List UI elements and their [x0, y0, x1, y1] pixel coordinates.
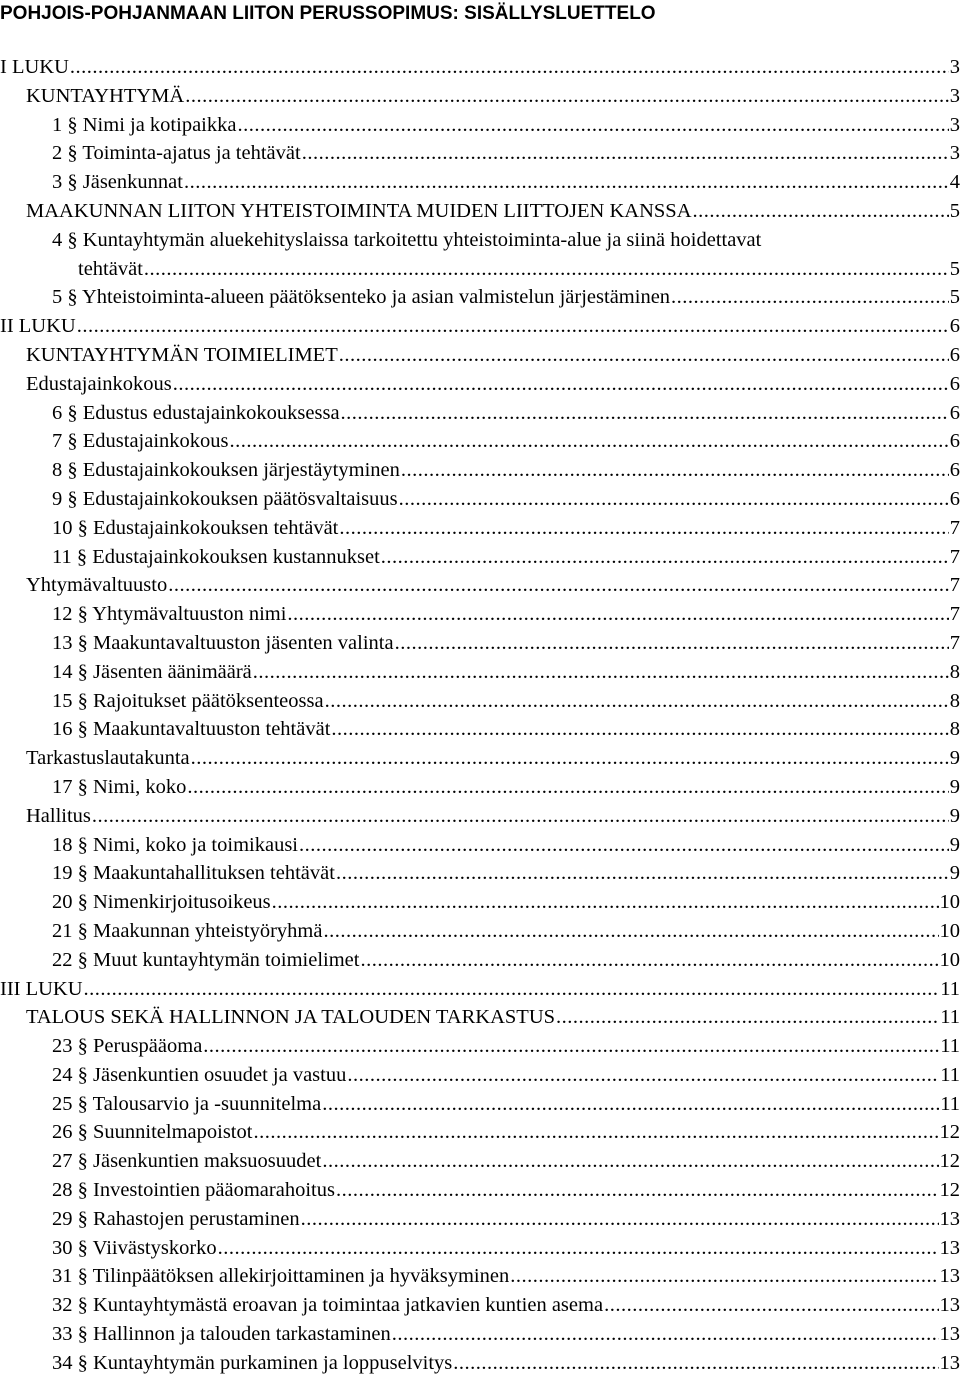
toc-page-number: 10 — [939, 891, 960, 914]
dot-leader — [399, 485, 949, 514]
toc-page-number: 11 — [940, 1063, 960, 1086]
dot-leader — [381, 543, 949, 572]
dot-leader — [218, 1234, 939, 1263]
toc-entry[interactable] — [0, 802, 960, 831]
dot-leader — [510, 1262, 938, 1291]
toc-entry-text: 22 § Muut kuntayhtymän toimielimet — [52, 948, 360, 971]
toc-entry[interactable] — [0, 859, 960, 888]
dot-leader — [287, 600, 948, 629]
toc-entry-text: 9 § Edustajainkokouksen päätösvaltaisuus — [52, 487, 398, 510]
toc-entry[interactable] — [0, 1090, 960, 1119]
toc-entry-text: 7 § Edustajainkokous — [52, 430, 229, 453]
toc-entry-text: Hallitus — [26, 804, 91, 827]
toc-entry-text: 33 § Hallinnon ja talouden tarkastaminen — [52, 1323, 391, 1346]
toc-entry-text: 32 § Kuntayhtymästä eroavan ja toimintaa jatkavien kuntien asema — [52, 1294, 604, 1317]
toc-page-number: 3 — [949, 113, 960, 136]
toc-entry-text: 12 § Yhtymävaltuuston nimi — [52, 603, 287, 626]
toc-page-number: 6 — [949, 372, 960, 395]
toc-entry[interactable] — [0, 773, 960, 802]
toc-entry-text: 28 § Investointien pääomarahoitus — [52, 1179, 335, 1202]
toc-entry-text: 24 § Jäsenkuntien osuudet ja vastuu — [52, 1063, 347, 1086]
dot-leader — [84, 975, 940, 1004]
toc-page-number: 12 — [939, 1179, 960, 1202]
toc-entry-text: 30 § Viivästyskorko — [52, 1236, 217, 1259]
toc-entry-text: Yhtymävaltuusto — [26, 574, 168, 597]
toc-entry-text: 1 § Nimi ja kotipaikka — [52, 113, 237, 136]
toc-entry[interactable] — [0, 715, 960, 744]
toc-entry-text: 25 § Talousarvio ja -suunnitelma — [52, 1092, 322, 1115]
toc-entry-text: III LUKU — [0, 977, 83, 1000]
toc-entry-text: 6 § Edustus edustajainkokouksessa — [52, 401, 340, 424]
toc-page-number: 11 — [940, 1092, 960, 1115]
toc-entry-text: 4 § Kuntayhtymän aluekehityslaissa tarkoitettu yhteistoiminta-alue ja siinä hoidettavat — [52, 228, 762, 251]
toc-entry[interactable] — [0, 1262, 960, 1291]
toc-entry[interactable] — [0, 888, 960, 917]
dot-leader — [401, 456, 949, 485]
toc-entry[interactable] — [0, 1349, 960, 1378]
toc-entry[interactable] — [0, 111, 960, 140]
dot-leader — [341, 399, 949, 428]
toc-entry[interactable] — [0, 629, 960, 658]
dot-leader — [360, 946, 938, 975]
dot-leader — [77, 312, 949, 341]
toc-page-number: 9 — [949, 833, 960, 856]
toc-entry[interactable] — [0, 571, 960, 600]
toc-page-number: 6 — [949, 343, 960, 366]
toc-entry-text: 31 § Tilinpäätöksen allekirjoittaminen ja hyväksyminen — [52, 1265, 510, 1288]
toc-page-number: 12 — [939, 1121, 960, 1144]
dot-leader — [693, 197, 949, 226]
dot-leader — [230, 427, 949, 456]
dot-leader — [392, 1320, 939, 1349]
toc-entry[interactable] — [0, 1032, 960, 1061]
toc-entry-text: 26 § Suunnitelmapoistot — [52, 1121, 253, 1144]
toc-entry[interactable] — [0, 658, 960, 687]
toc-page-number: 7 — [949, 603, 960, 626]
toc-entry[interactable] — [0, 197, 960, 226]
toc-page-number: 9 — [949, 862, 960, 885]
toc-page-number: 3 — [949, 142, 960, 165]
toc-entry-text: 13 § Maakuntavaltuuston jäsenten valinta — [52, 631, 394, 654]
toc-entry[interactable] — [0, 543, 960, 572]
toc-entry-text: 5 § Yhteistoiminta-alueen päätöksenteko ja asian valmistelun järjestäminen — [52, 286, 671, 309]
toc-page-number: 7 — [949, 516, 960, 539]
dot-leader — [453, 1349, 938, 1378]
toc-page-number: 13 — [939, 1294, 960, 1317]
toc-page-number: 10 — [939, 919, 960, 942]
dot-leader — [322, 1147, 938, 1176]
toc-page-number: 8 — [949, 718, 960, 741]
toc-entry-text: MAAKUNNAN LIITON YHTEISTOIMINTA MUIDEN LIITTOJEN KANSSA — [26, 199, 692, 222]
toc-entry[interactable] — [0, 744, 960, 773]
toc-entry-text: 18 § Nimi, koko ja toimikausi — [52, 833, 298, 856]
toc-entry[interactable] — [0, 1176, 960, 1205]
toc-entry[interactable] — [0, 399, 960, 428]
dot-leader — [604, 1291, 938, 1320]
toc-page-number: 12 — [939, 1150, 960, 1173]
toc-entry[interactable] — [0, 1320, 960, 1349]
toc-page-number: 7 — [949, 574, 960, 597]
dot-leader — [70, 53, 949, 82]
toc-entry-text: 14 § Jäsenten äänimäärä — [52, 660, 252, 683]
toc-page-number: 6 — [949, 315, 960, 338]
toc-entry-text: KUNTAYHTYMÄN TOIMIELIMET — [26, 343, 338, 366]
dot-leader — [253, 658, 949, 687]
toc-page-number: 5 — [949, 199, 960, 222]
toc-entry[interactable] — [0, 1147, 960, 1176]
toc-entry[interactable] — [0, 283, 960, 312]
toc-page-number: 6 — [949, 487, 960, 510]
toc-entry[interactable] — [0, 946, 960, 975]
toc-entry-text: 34 § Kuntayhtymän purkaminen ja loppuselvitys — [52, 1351, 453, 1374]
toc-page-number: 13 — [939, 1236, 960, 1259]
toc-entry[interactable] — [0, 1234, 960, 1263]
toc-page-number: 5 — [949, 257, 960, 280]
toc-entry[interactable] — [0, 1061, 960, 1090]
dot-leader — [556, 1003, 939, 1032]
toc-entry-text: Edustajainkokous — [26, 372, 172, 395]
dot-leader — [339, 514, 948, 543]
toc-page-number: 11 — [940, 1006, 960, 1029]
toc-entry-text: 27 § Jäsenkuntien maksuosuudet — [52, 1150, 322, 1173]
toc-page-number: 9 — [949, 775, 960, 798]
table-of-contents — [0, 53, 960, 1378]
dot-leader — [191, 744, 949, 773]
dot-leader — [299, 831, 949, 860]
toc-page-number: 13 — [939, 1207, 960, 1230]
toc-entry-text: KUNTAYHTYMÄ — [26, 84, 185, 107]
dot-leader — [339, 341, 949, 370]
dot-leader — [323, 917, 938, 946]
toc-entry-text: Tarkastuslautakunta — [26, 747, 190, 770]
toc-page-number: 8 — [949, 660, 960, 683]
toc-entry-text: 2 § Toiminta-ajatus ja tehtävät — [52, 142, 301, 165]
toc-page-number: 13 — [939, 1265, 960, 1288]
dot-leader — [173, 370, 949, 399]
toc-page-number: 11 — [940, 977, 960, 1000]
toc-entry[interactable] — [0, 687, 960, 716]
toc-entry-text: 16 § Maakuntavaltuuston tehtävät — [52, 718, 331, 741]
dot-leader — [336, 1176, 939, 1205]
toc-entry[interactable] — [0, 975, 960, 1004]
toc-entry-text: I LUKU — [0, 56, 69, 78]
toc-entry[interactable] — [0, 600, 960, 629]
dot-leader — [92, 802, 949, 831]
toc-entry-text: 19 § Maakuntahallituksen tehtävät — [52, 862, 335, 885]
toc-entry-text: 29 § Rahastojen perustaminen — [52, 1207, 300, 1230]
toc-entry-text: 21 § Maakunnan yhteistyöryhmä — [52, 919, 323, 942]
toc-entry[interactable] — [0, 485, 960, 514]
toc-page-number: 13 — [939, 1351, 960, 1374]
toc-page-number: 11 — [940, 1035, 960, 1058]
toc-entry-text-continued: tehtävät — [78, 257, 143, 280]
dot-leader — [331, 715, 948, 744]
toc-entry-text: 8 § Edustajainkokouksen järjestäytyminen — [52, 459, 400, 482]
dot-leader — [185, 82, 949, 111]
toc-entry[interactable] — [0, 226, 960, 284]
dot-leader — [168, 571, 949, 600]
dot-leader — [336, 859, 949, 888]
toc-entry-text: 10 § Edustajainkokouksen tehtävät — [52, 516, 339, 539]
dot-leader — [322, 1090, 939, 1119]
toc-entry[interactable] — [0, 312, 960, 341]
document-title: POHJOIS-POHJANMAAN LIITON PERUSSOPIMUS: SISÄLLYSLUETTELO — [0, 3, 656, 24]
toc-entry-text: 17 § Nimi, koko — [52, 775, 187, 798]
toc-entry[interactable] — [0, 1003, 960, 1032]
dot-leader — [301, 1205, 939, 1234]
dot-leader — [187, 773, 948, 802]
toc-page-number: 13 — [939, 1323, 960, 1346]
toc-entry[interactable] — [0, 139, 960, 168]
toc-entry[interactable] — [0, 1205, 960, 1234]
dot-leader — [272, 888, 939, 917]
dot-leader — [395, 629, 949, 658]
toc-page-number: 4 — [949, 171, 960, 194]
toc-page-number: 5 — [949, 286, 960, 309]
toc-entry-text: 11 § Edustajainkokouksen kustannukset — [52, 545, 380, 568]
toc-page-number: 6 — [949, 401, 960, 424]
toc-entry[interactable] — [0, 514, 960, 543]
dot-leader — [671, 283, 949, 312]
toc-page-number: 7 — [949, 545, 960, 568]
toc-entry-text: 23 § Peruspääoma — [52, 1035, 203, 1058]
toc-page-number: 9 — [949, 804, 960, 827]
toc-page-number: 7 — [949, 631, 960, 654]
dot-leader — [184, 168, 949, 197]
toc-entry[interactable] — [0, 917, 960, 946]
toc-entry[interactable] — [0, 53, 960, 82]
toc-entry[interactable] — [0, 341, 960, 370]
dot-leader — [302, 139, 949, 168]
toc-entry-text: 3 § Jäsenkunnat — [52, 171, 183, 194]
toc-entry-text: II LUKU — [0, 315, 76, 338]
toc-entry[interactable] — [0, 1118, 960, 1147]
toc-entry-text: 15 § Rajoitukset päätöksenteossa — [52, 689, 324, 712]
toc-entry[interactable] — [0, 370, 960, 399]
toc-entry[interactable] — [0, 831, 960, 860]
toc-entry-text: 20 § Nimenkirjoitusoikeus — [52, 891, 271, 914]
toc-page-number: 3 — [949, 84, 960, 107]
toc-entry[interactable] — [0, 456, 960, 485]
dot-leader — [144, 255, 949, 284]
dot-leader — [253, 1118, 938, 1147]
toc-page-number: 8 — [949, 689, 960, 712]
toc-page-number: 9 — [949, 747, 960, 770]
toc-page-number: 6 — [949, 430, 960, 453]
dot-leader — [237, 111, 948, 140]
dot-leader — [203, 1032, 939, 1061]
toc-page-number: 10 — [939, 948, 960, 971]
toc-page-number: 3 — [949, 56, 960, 78]
dot-leader — [347, 1061, 939, 1090]
toc-entry-text: TALOUS SEKÄ HALLINNON JA TALOUDEN TARKASTUS — [26, 1006, 556, 1029]
toc-entry[interactable] — [0, 1291, 960, 1320]
toc-entry[interactable] — [0, 168, 960, 197]
toc-page-number: 6 — [949, 459, 960, 482]
dot-leader — [325, 687, 949, 716]
toc-entry[interactable] — [0, 82, 960, 111]
toc-entry[interactable] — [0, 427, 960, 456]
